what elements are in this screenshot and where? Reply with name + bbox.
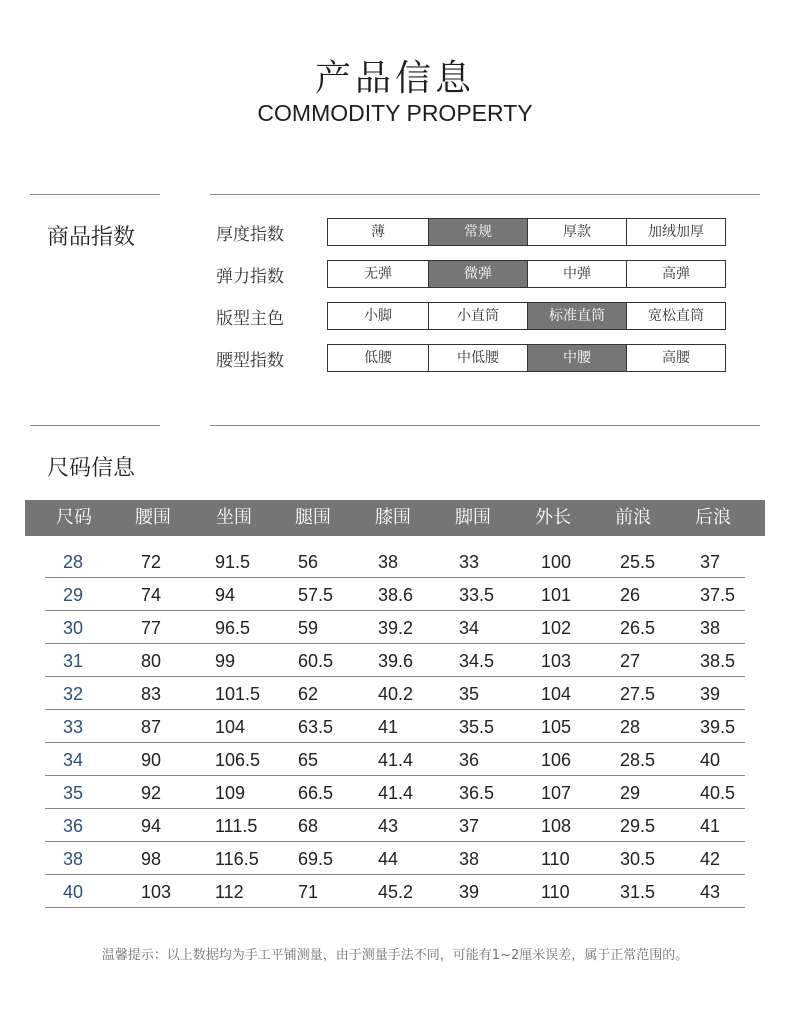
table-cell: 28 [620, 717, 641, 737]
table-cell: 94 [215, 585, 236, 605]
index-option: 无弹 [328, 261, 428, 287]
size-cell: 40 [63, 882, 84, 902]
table-cell: 36.5 [459, 783, 495, 803]
table-row [45, 743, 745, 776]
size-cell: 28 [63, 552, 84, 572]
size-cell: 34 [63, 750, 84, 770]
table-cell: 96.5 [215, 618, 251, 638]
table-cell: 111.5 [215, 816, 258, 836]
table-cell: 39.5 [700, 717, 736, 737]
table-row [45, 545, 745, 578]
column-header: 前浪 [615, 507, 651, 528]
table-cell: 38 [700, 618, 721, 638]
column-header: 腰围 [135, 507, 171, 528]
index-option: 厚款 [527, 219, 626, 245]
table-cell: 40 [700, 750, 721, 770]
table-cell: 87 [141, 717, 162, 737]
table-cell: 34.5 [459, 651, 495, 671]
page-title: 产品信息 [314, 58, 475, 99]
table-row [45, 776, 745, 809]
divider [30, 194, 160, 195]
table-cell: 38 [378, 552, 399, 572]
index-option-selected: 微弹 [428, 261, 527, 287]
table-cell: 63.5 [298, 717, 334, 737]
index-option: 小脚 [328, 303, 428, 329]
table-cell: 34 [459, 618, 480, 638]
column-header: 尺码 [56, 507, 92, 528]
table-cell: 33 [459, 552, 480, 572]
table-cell: 107 [541, 783, 572, 803]
table-cell: 91.5 [215, 552, 251, 572]
index-options [327, 302, 726, 330]
table-cell: 77 [141, 618, 162, 638]
table-cell: 41.4 [378, 750, 414, 770]
table-cell: 42 [700, 849, 721, 869]
index-option: 宽松直筒 [626, 303, 725, 329]
index-option: 薄 [328, 219, 428, 245]
size-cell: 36 [63, 816, 84, 836]
table-cell: 45.2 [378, 882, 414, 902]
size-table-header [25, 500, 765, 536]
index-option-selected: 标准直筒 [527, 303, 626, 329]
page-subtitle: COMMODITY PROPERTY [257, 100, 533, 126]
table-cell: 68 [298, 816, 319, 836]
index-options [327, 344, 726, 372]
table-cell: 28.5 [620, 750, 656, 770]
table-cell: 30.5 [620, 849, 656, 869]
table-row [45, 611, 745, 644]
column-header: 脚围 [455, 507, 491, 528]
table-cell: 40.2 [378, 684, 414, 704]
divider [30, 425, 160, 426]
table-cell: 36 [459, 750, 480, 770]
table-cell: 37.5 [700, 585, 736, 605]
table-cell: 56 [298, 552, 319, 572]
table-cell: 57.5 [298, 585, 334, 605]
table-row [45, 710, 745, 743]
table-cell: 101 [541, 585, 572, 605]
index-option: 中弹 [527, 261, 626, 287]
table-cell: 25.5 [620, 552, 656, 572]
column-header: 外长 [535, 507, 571, 528]
size-cell: 30 [63, 618, 84, 638]
table-cell: 39 [700, 684, 721, 704]
index-option: 小直筒 [428, 303, 527, 329]
measurement-note: 温馨提示：以上数据均为手工平铺测量，由于测量手法不同，可能有1~2厘米误差，属于正常范围的。 [101, 948, 689, 963]
table-cell: 66.5 [298, 783, 334, 803]
table-cell: 38.5 [700, 651, 736, 671]
divider [210, 425, 760, 426]
table-cell: 37 [700, 552, 721, 572]
table-cell: 106 [541, 750, 572, 770]
index-option: 中低腰 [428, 345, 527, 371]
table-cell: 83 [141, 684, 162, 704]
size-cell: 33 [63, 717, 84, 737]
table-cell: 104 [541, 684, 572, 704]
table-cell: 59 [298, 618, 319, 638]
table-cell: 71 [298, 882, 319, 902]
table-cell: 105 [541, 717, 572, 737]
index-options [327, 218, 726, 246]
table-cell: 72 [141, 552, 162, 572]
table-cell: 98 [141, 849, 162, 869]
size-cell: 32 [63, 684, 84, 704]
table-cell: 116.5 [215, 849, 259, 869]
table-cell: 112 [215, 882, 244, 902]
index-option: 高弹 [626, 261, 725, 287]
table-cell: 41.4 [378, 783, 414, 803]
table-cell: 35.5 [459, 717, 495, 737]
index-option: 低腰 [328, 345, 428, 371]
table-cell: 26.5 [620, 618, 656, 638]
table-cell: 29.5 [620, 816, 656, 836]
table-cell: 39.6 [378, 651, 414, 671]
table-cell: 103 [541, 651, 572, 671]
table-cell: 41 [378, 717, 399, 737]
size-table-body [45, 545, 745, 908]
size-cell: 38 [63, 849, 84, 869]
divider [210, 194, 760, 195]
table-cell: 37 [459, 816, 480, 836]
table-cell: 94 [141, 816, 162, 836]
table-cell: 65 [298, 750, 319, 770]
table-row [45, 809, 745, 842]
index-option: 加绒加厚 [626, 219, 725, 245]
index-label: 弹力指数 [216, 266, 284, 287]
index-row [216, 302, 726, 330]
column-header: 后浪 [695, 507, 731, 528]
table-row [45, 842, 745, 875]
table-cell: 38 [459, 849, 480, 869]
index-label: 腰型指数 [216, 350, 284, 371]
table-cell: 110 [541, 849, 570, 869]
table-cell: 101.5 [215, 684, 261, 704]
size-cell: 35 [63, 783, 84, 803]
index-label: 厚度指数 [216, 224, 284, 245]
table-cell: 43 [378, 816, 399, 836]
size-info-title: 尺码信息 [47, 456, 136, 481]
table-row [45, 644, 745, 677]
index-row [216, 260, 726, 288]
table-cell: 27 [620, 651, 641, 671]
table-cell: 104 [215, 717, 246, 737]
index-label: 版型主色 [216, 308, 284, 329]
product-index-title: 商品指数 [47, 225, 136, 250]
table-cell: 92 [141, 783, 162, 803]
column-header: 膝围 [375, 507, 411, 528]
table-cell: 109 [215, 783, 246, 803]
table-cell: 35 [459, 684, 480, 704]
table-cell: 100 [541, 552, 572, 572]
table-cell: 43 [700, 882, 721, 902]
table-row [45, 875, 745, 908]
table-cell: 108 [541, 816, 572, 836]
table-cell: 31.5 [620, 882, 656, 902]
index-row [216, 218, 726, 246]
table-cell: 74 [141, 585, 162, 605]
table-cell: 29 [620, 783, 641, 803]
index-option: 高腰 [626, 345, 725, 371]
table-cell: 33.5 [459, 585, 495, 605]
table-cell: 103 [141, 882, 172, 902]
table-cell: 41 [700, 816, 721, 836]
table-cell: 102 [541, 618, 572, 638]
table-cell: 62 [298, 684, 319, 704]
table-cell: 106.5 [215, 750, 261, 770]
index-options [327, 260, 726, 288]
table-row [45, 578, 745, 611]
table-cell: 90 [141, 750, 162, 770]
table-cell: 39 [459, 882, 480, 902]
table-cell: 80 [141, 651, 162, 671]
table-cell: 69.5 [298, 849, 334, 869]
column-header: 坐围 [216, 507, 252, 528]
index-option-selected: 常规 [428, 219, 527, 245]
table-cell: 60.5 [298, 651, 334, 671]
column-header: 腿围 [295, 507, 331, 528]
table-cell: 27.5 [620, 684, 656, 704]
size-cell: 31 [63, 651, 84, 671]
index-option-selected: 中腰 [527, 345, 626, 371]
table-cell: 44 [378, 849, 399, 869]
size-cell: 29 [63, 585, 84, 605]
table-cell: 26 [620, 585, 641, 605]
table-cell: 40.5 [700, 783, 736, 803]
table-cell: 38.6 [378, 585, 414, 605]
table-row [45, 677, 745, 710]
table-cell: 99 [215, 651, 236, 671]
index-row [216, 344, 726, 372]
table-cell: 39.2 [378, 618, 414, 638]
table-cell: 110 [541, 882, 570, 902]
